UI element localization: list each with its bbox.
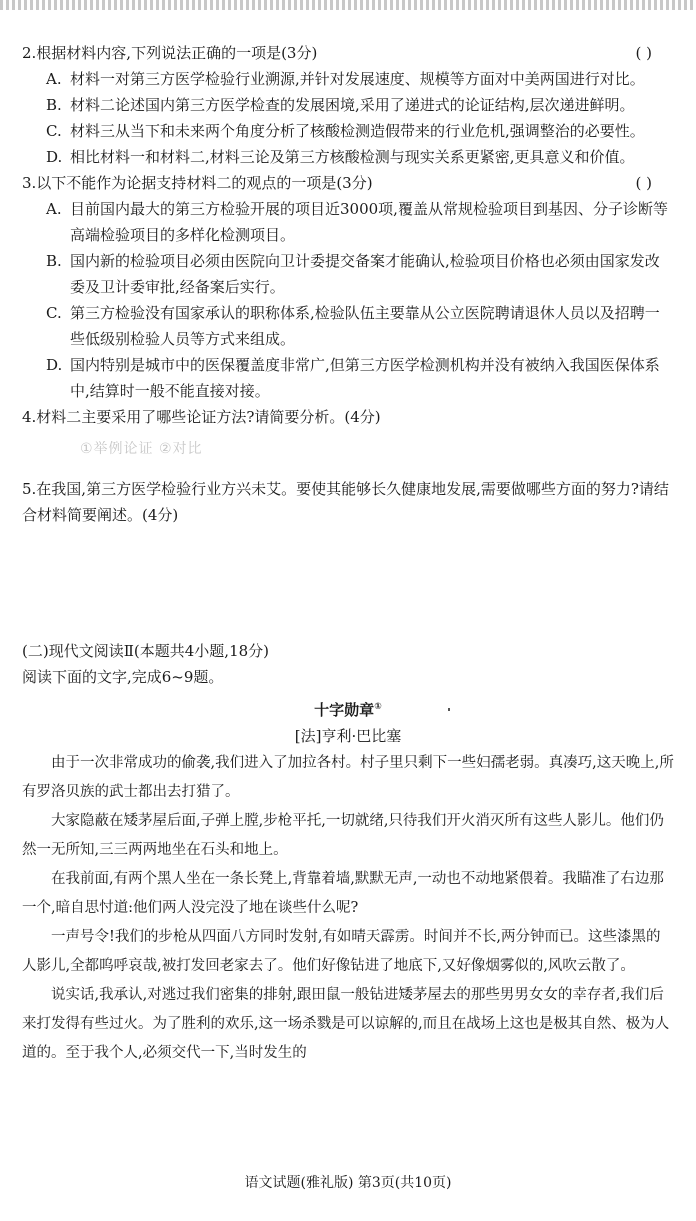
title-footnote-mark: ①	[374, 702, 382, 712]
question-5-answer-area[interactable]	[22, 528, 674, 638]
question-2	[22, 40, 674, 66]
exam-page	[22, 40, 674, 1068]
article-paragraph: 由于一次非常成功的偷袭,我们进入了加拉各村。村子里只剩下一些妇孺老弱。真凑巧,这天晚上,所有罗洛贝族的武士都出去打猎了。	[22, 755, 674, 800]
question-2-option-c: C. 材料三从当下和未来两个角度分析了核酸检测造假带来的行业危机,强调整治的必要性。	[46, 122, 645, 140]
question-4-answer-area[interactable]	[80, 436, 674, 476]
question-3-option-c: C. 第三方检验没有国家承认的职称体系,检验队伍主要靠从公立医院聘请退休人员以及招聘一些低级别检验人员等方式来组成。	[46, 304, 660, 348]
handwritten-answer: ①举例论证 ②对比	[80, 441, 203, 457]
section-heading: (二)现代文阅读Ⅱ(本题共4小题,18分)	[22, 642, 270, 660]
article-author: [法]亨利·巴比塞	[294, 727, 402, 745]
stray-mark	[448, 708, 450, 711]
article-paragraph: 在我前面,有两个黑人坐在一条长凳上,背靠着墙,默默无声,一动也不动地紧偎着。我瞄准了右边那一个,暗自思忖道:他们两人没完没了地在谈些什么呢?	[22, 871, 664, 916]
question-3-stem: 3.以下不能作为论据支持材料二的观点的一项是(3分)	[22, 174, 373, 192]
question-2-stem: 2.根据材料内容,下列说法正确的一项是(3分)	[22, 44, 318, 62]
section-instruction: 阅读下面的文字,完成6~9题。	[22, 668, 224, 686]
article-paragraph: 大家隐蔽在矮茅屋后面,子弹上膛,步枪平托,一切就绪,只待我们开火消灭所有这些人影儿。他们仍然一无所知,三三两两地坐在石头和地上。	[22, 813, 664, 858]
question-2-option-d: D. 相比材料一和材料二,材料三论及第三方核酸检测与现实关系更紧密,更具意义和价值。	[46, 148, 635, 166]
article-paragraph: 说实话,我承认,对逃过我们密集的排射,跟田鼠一般钻进矮茅屋去的那些男男女女的幸存者,我们后来打发得有些过火。为了胜利的欢乐,这一场杀戮是可以谅解的,而且在战场上这也是极其自然、极为人道的。至于我个人,必须交代一下,当时发生的	[22, 987, 670, 1061]
question-2-option-b: B. 材料二论述国内第三方医学检查的发展困境,采用了递进式的论证结构,层次递进鲜明。	[46, 96, 635, 114]
question-4: 4.材料二主要采用了哪些论证方法?请简要分析。(4分)	[22, 408, 381, 426]
page-footer: 语文试题(雅礼版) 第3页(共10页)	[244, 1175, 452, 1191]
article-paragraph: 一声号令!我们的步枪从四面八方同时发射,有如晴天霹雳。时间并不长,两分钟而已。这些漆黑的人影儿,全都呜呼哀哉,被打发回老家去了。他们好像钻进了地底下,又好像烟雾似的,风吹云散了。	[22, 929, 661, 974]
question-2-option-a: A. 材料一对第三方医学检验行业溯源,并针对发展速度、规模等方面对中美两国进行对比。	[46, 70, 645, 88]
question-5: 5.在我国,第三方医学检验行业方兴未艾。要使其能够长久健康地发展,需要做哪些方面的努力?请结合材料简要阐述。(4分)	[22, 480, 669, 524]
question-3-option-d: D. 国内特别是城市中的医保覆盖度非常广,但第三方医学检测机构并没有被纳入我国医保体系中,结算时一般不能直接对接。	[46, 356, 660, 400]
question-3-answer-bracket[interactable]: ( )	[635, 174, 652, 192]
article-title: 十字勋章①	[314, 701, 382, 719]
question-2-answer-bracket[interactable]: ( )	[635, 44, 652, 62]
question-3-option-b: B. 国内新的检验项目必须由医院向卫计委提交备案才能确认,检验项目价格也必须由国家发改委及卫计委审批,经备案后实行。	[46, 252, 660, 296]
question-3-option-a: A. 目前国内最大的第三方检验开展的项目近3000项,覆盖从常规检验项目到基因、分子诊断等高端检验项目的多样化检测项目。	[46, 200, 668, 244]
scan-top-edge	[0, 0, 696, 10]
question-3	[22, 170, 674, 196]
